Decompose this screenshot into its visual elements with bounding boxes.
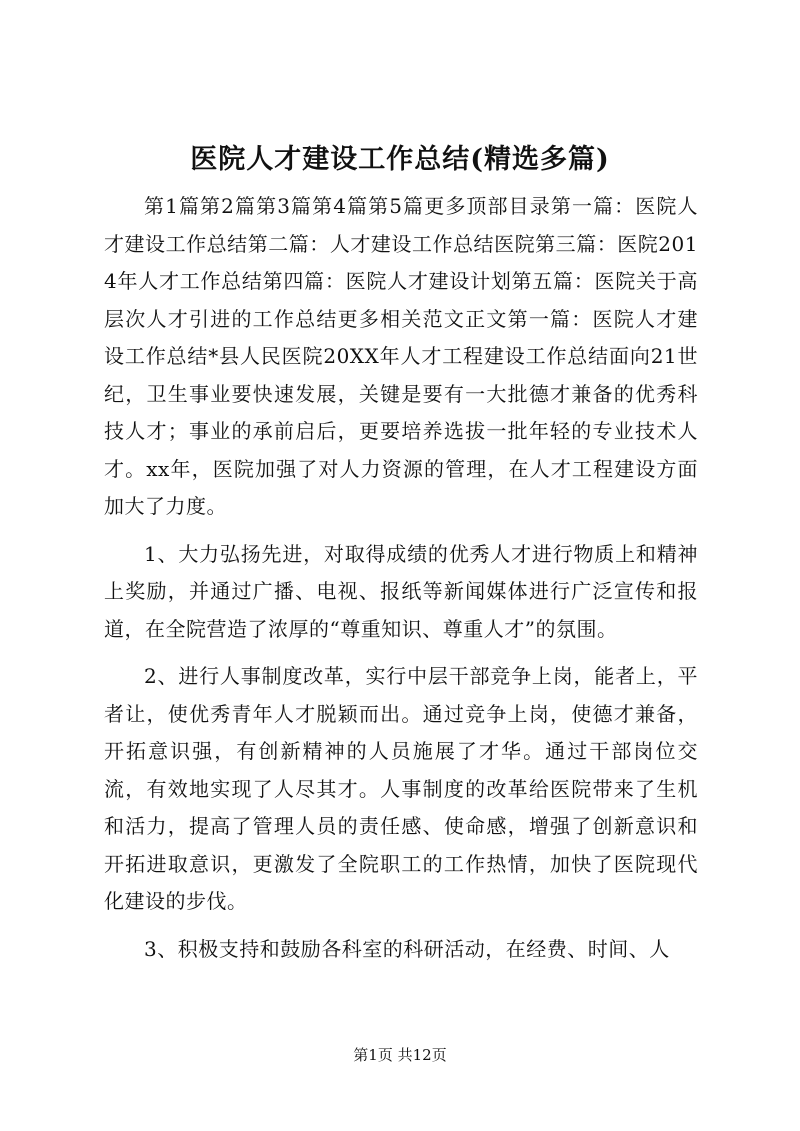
- paragraph-item-1: 1、大力弘扬先进，对取得成绩的优秀人才进行物质上和精神上奖励，并通过广播、电视、报纸等新闻媒体进行广泛宣传和报道，在全院营造了浓厚的“尊重知识、尊重人才”的氛围。: [104, 541, 698, 641]
- paragraph-intro: 第1篇第2篇第3篇第4篇第5篇更多顶部目录第一篇：医院人才建设工作总结第二篇：人才建设工作总结医院第三篇：医院2014年人才工作总结第四篇：医院人才建设计划第五篇：医院关于高层次人才引进的工作总结更多相关范文正文第一篇：医院人才建设工作总结*县人民医院20XX年人才工程建设工作总结面向21世纪，卫生事业要快速发展，关键是要有一大批德才兼备的优秀科技人才；事业的承前启后，更要培养选拔一批年轻的专业技术人才。xx年，医院加强了对人力资源的管理，在人才工程建设方面加大了力度。: [104, 194, 698, 518]
- paragraph-item-3: 3、积极支持和鼓励各科室的科研活动，在经费、时间、人: [144, 936, 670, 961]
- paragraph-item-2: 2、进行人事制度改革，实行中层干部竞争上岗，能者上，平者让，使优秀青年人才脱颖而出。通过竞争上岗，使德才兼备，开拓意识强，有创新精神的人员施展了才华。通过干部岗位交流，有效地实现了人尽其才。人事制度的改革给医院带来了生机和活力，提高了管理人员的责任感、使命感，增强了创新意识和开拓进取意识，更激发了全院职工的工作热情，加快了医院现代化建设的步伐。: [104, 664, 698, 913]
- document-body: [104, 188, 698, 968]
- document-title: 医院人才建设工作总结(精选多篇): [190, 144, 610, 175]
- page-number-footer: 第1页 共12页: [353, 1046, 447, 1064]
